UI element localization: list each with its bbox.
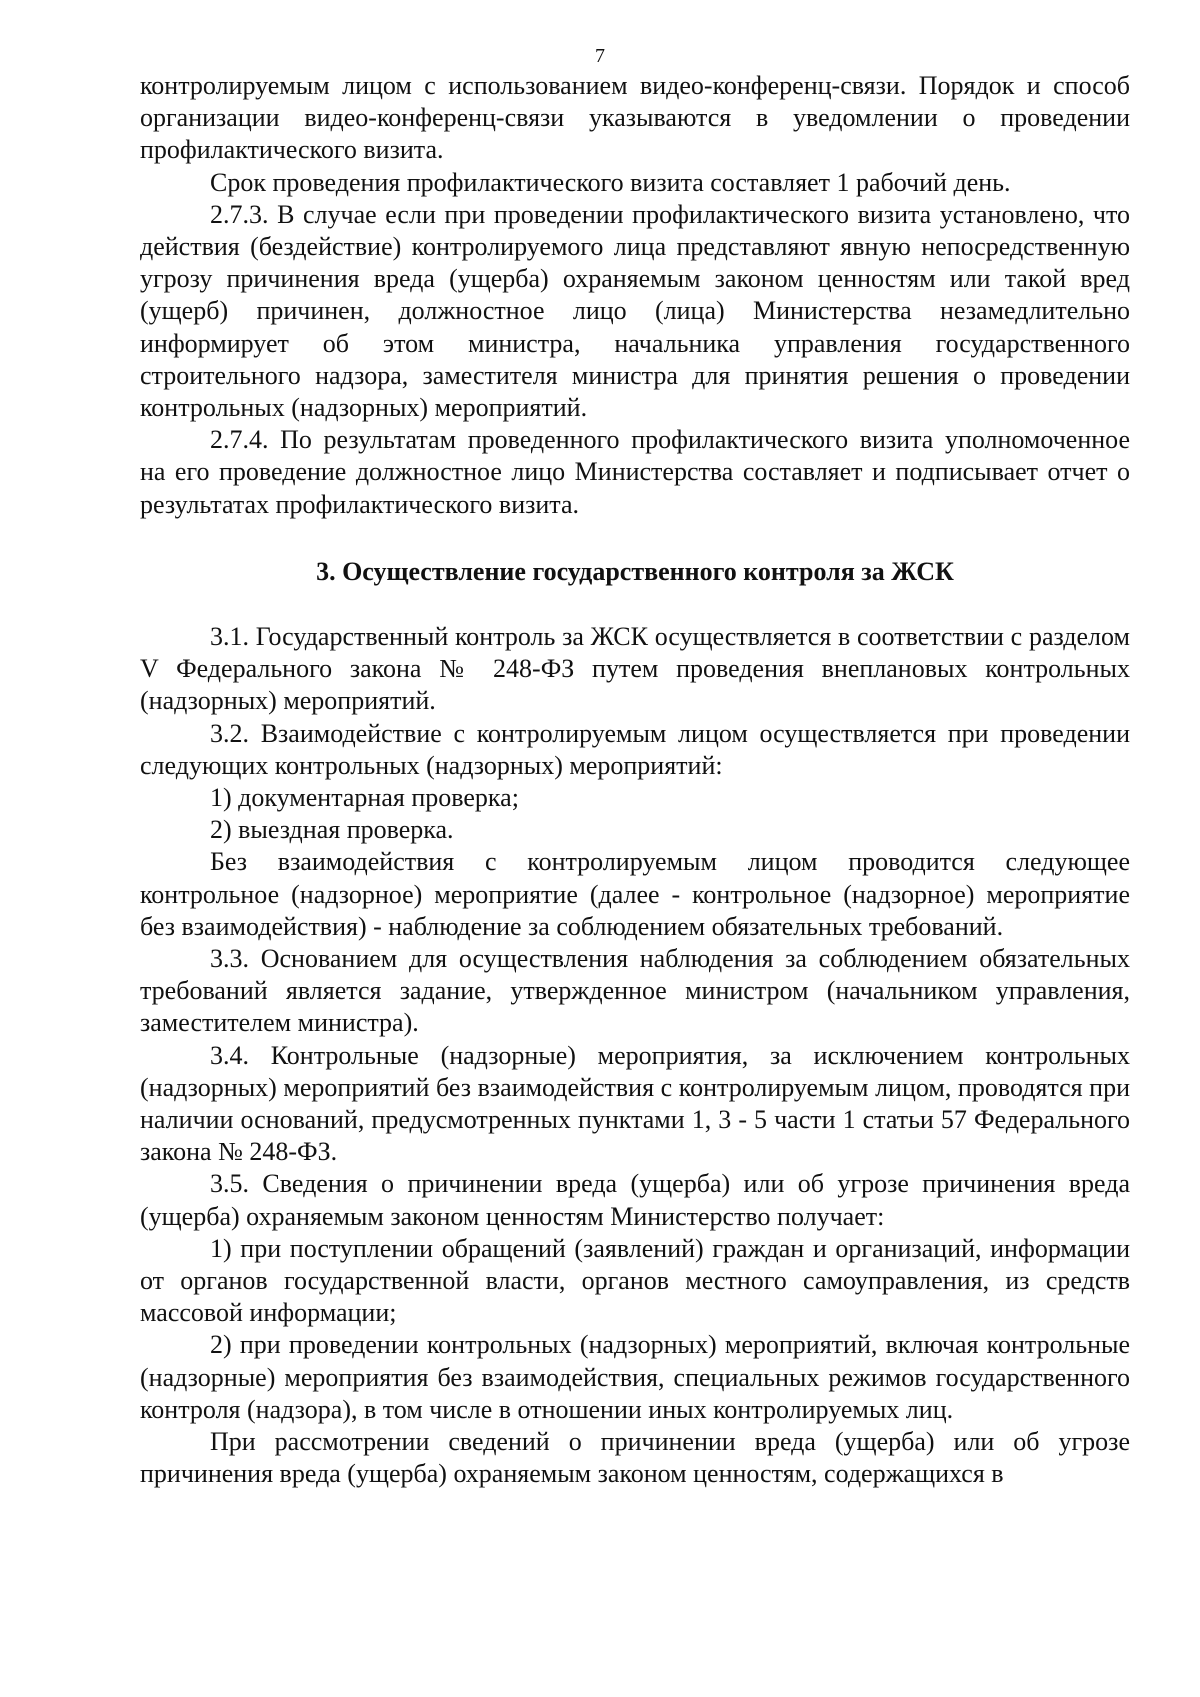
page-number: 7 (595, 45, 605, 67)
paragraph: 3.3. Основанием для осуществления наблюдения за соблюдением обязательных требований является задание, утвержденное министром (начальником управления, заместителем министра). (140, 944, 1130, 1038)
list-item: 1) документарная проверка; (210, 783, 519, 813)
list-item: 2) при проведении контрольных (надзорных) мероприятий, включая контрольные (надзорные) мероприятия без взаимодействия, специальных режимов государственного контроля (надзора), в том числе в отношении иных контролируемых лиц. (140, 1330, 1130, 1424)
list-item: 1) при поступлении обращений (заявлений) граждан и организаций, информации от органов государственной власти, органов местного самоуправления, из средств массовой информации; (140, 1233, 1130, 1328)
list-item: 2) выездная проверка. (210, 815, 454, 845)
paragraph: 2.7.3. В случае если при проведении профилактического визита установлено, что действия (бездействие) контролируемого лица представляют явную непосредственную угрозу причинения вреда (ущерба) охраняемым законом ценностям или такой вред (ущерб) причинен, должностное лицо (лица) Министерства незамедлительно информирует об этом министра, начальника управления государственного строительного надзора, заместителя министра для принятия решения о проведении контрольных (надзорных) мероприятий. (140, 199, 1130, 423)
paragraph: Без взаимодействия с контролируемым лицом проводится следующее контрольное (надзорное) мероприятие (далее - контрольное (надзорное) мероприятие без взаимодействия) - наблюдение за соблюдением обязательных требований. (140, 847, 1130, 941)
section-heading: 3. Осуществление государственного контроля за ЖСК (316, 557, 954, 586)
paragraph: 2.7.4. По результатам проведенного профилактического визита уполномоченное на его проведение должностное лицо Министерства составляет и подписывает отчет о результатах профилактического визита. (140, 425, 1130, 519)
section-text-block (140, 621, 1130, 1490)
paragraph: контролируемым лицом с использованием видео-конференц-связи. Порядок и способ организации видео-конференц-связи указываются в уведомлении о проведении профилактического визита. (140, 71, 1130, 165)
paragraph: 3.2. Взаимодействие с контролируемым лицом осуществляется при проведении следующих контрольных (надзорных) мероприятий: (140, 718, 1130, 780)
paragraph: 3.1. Государственный контроль за ЖСК осуществляется в соответствии с разделом V Федерального закона № 248-ФЗ путем проведения внеплановых контрольных (надзорных) мероприятий. (140, 622, 1130, 716)
paragraph: 3.5. Сведения о причинении вреда (ущерба) или об угрозе причинения вреда (ущерба) охраняемым законом ценностям Министерство получает: (140, 1169, 1130, 1231)
top-text-block (140, 70, 1130, 521)
paragraph: 3.4. Контрольные (надзорные) мероприятия, за исключением контрольных (надзорных) мероприятий без взаимодействия с контролируемым лицом, проводятся при наличии оснований, предусмотренных пунктами 1, 3 - 5 части 1 статьи 57 Федерального закона № 248-ФЗ. (140, 1040, 1130, 1167)
paragraph: При рассмотрении сведений о причинении вреда (ущерба) или об угрозе причинения вреда (ущерба) охраняемым законом ценностям, содержащихся в (140, 1427, 1130, 1489)
paragraph: Срок проведения профилактического визита составляет 1 рабочий день. (210, 167, 1011, 197)
